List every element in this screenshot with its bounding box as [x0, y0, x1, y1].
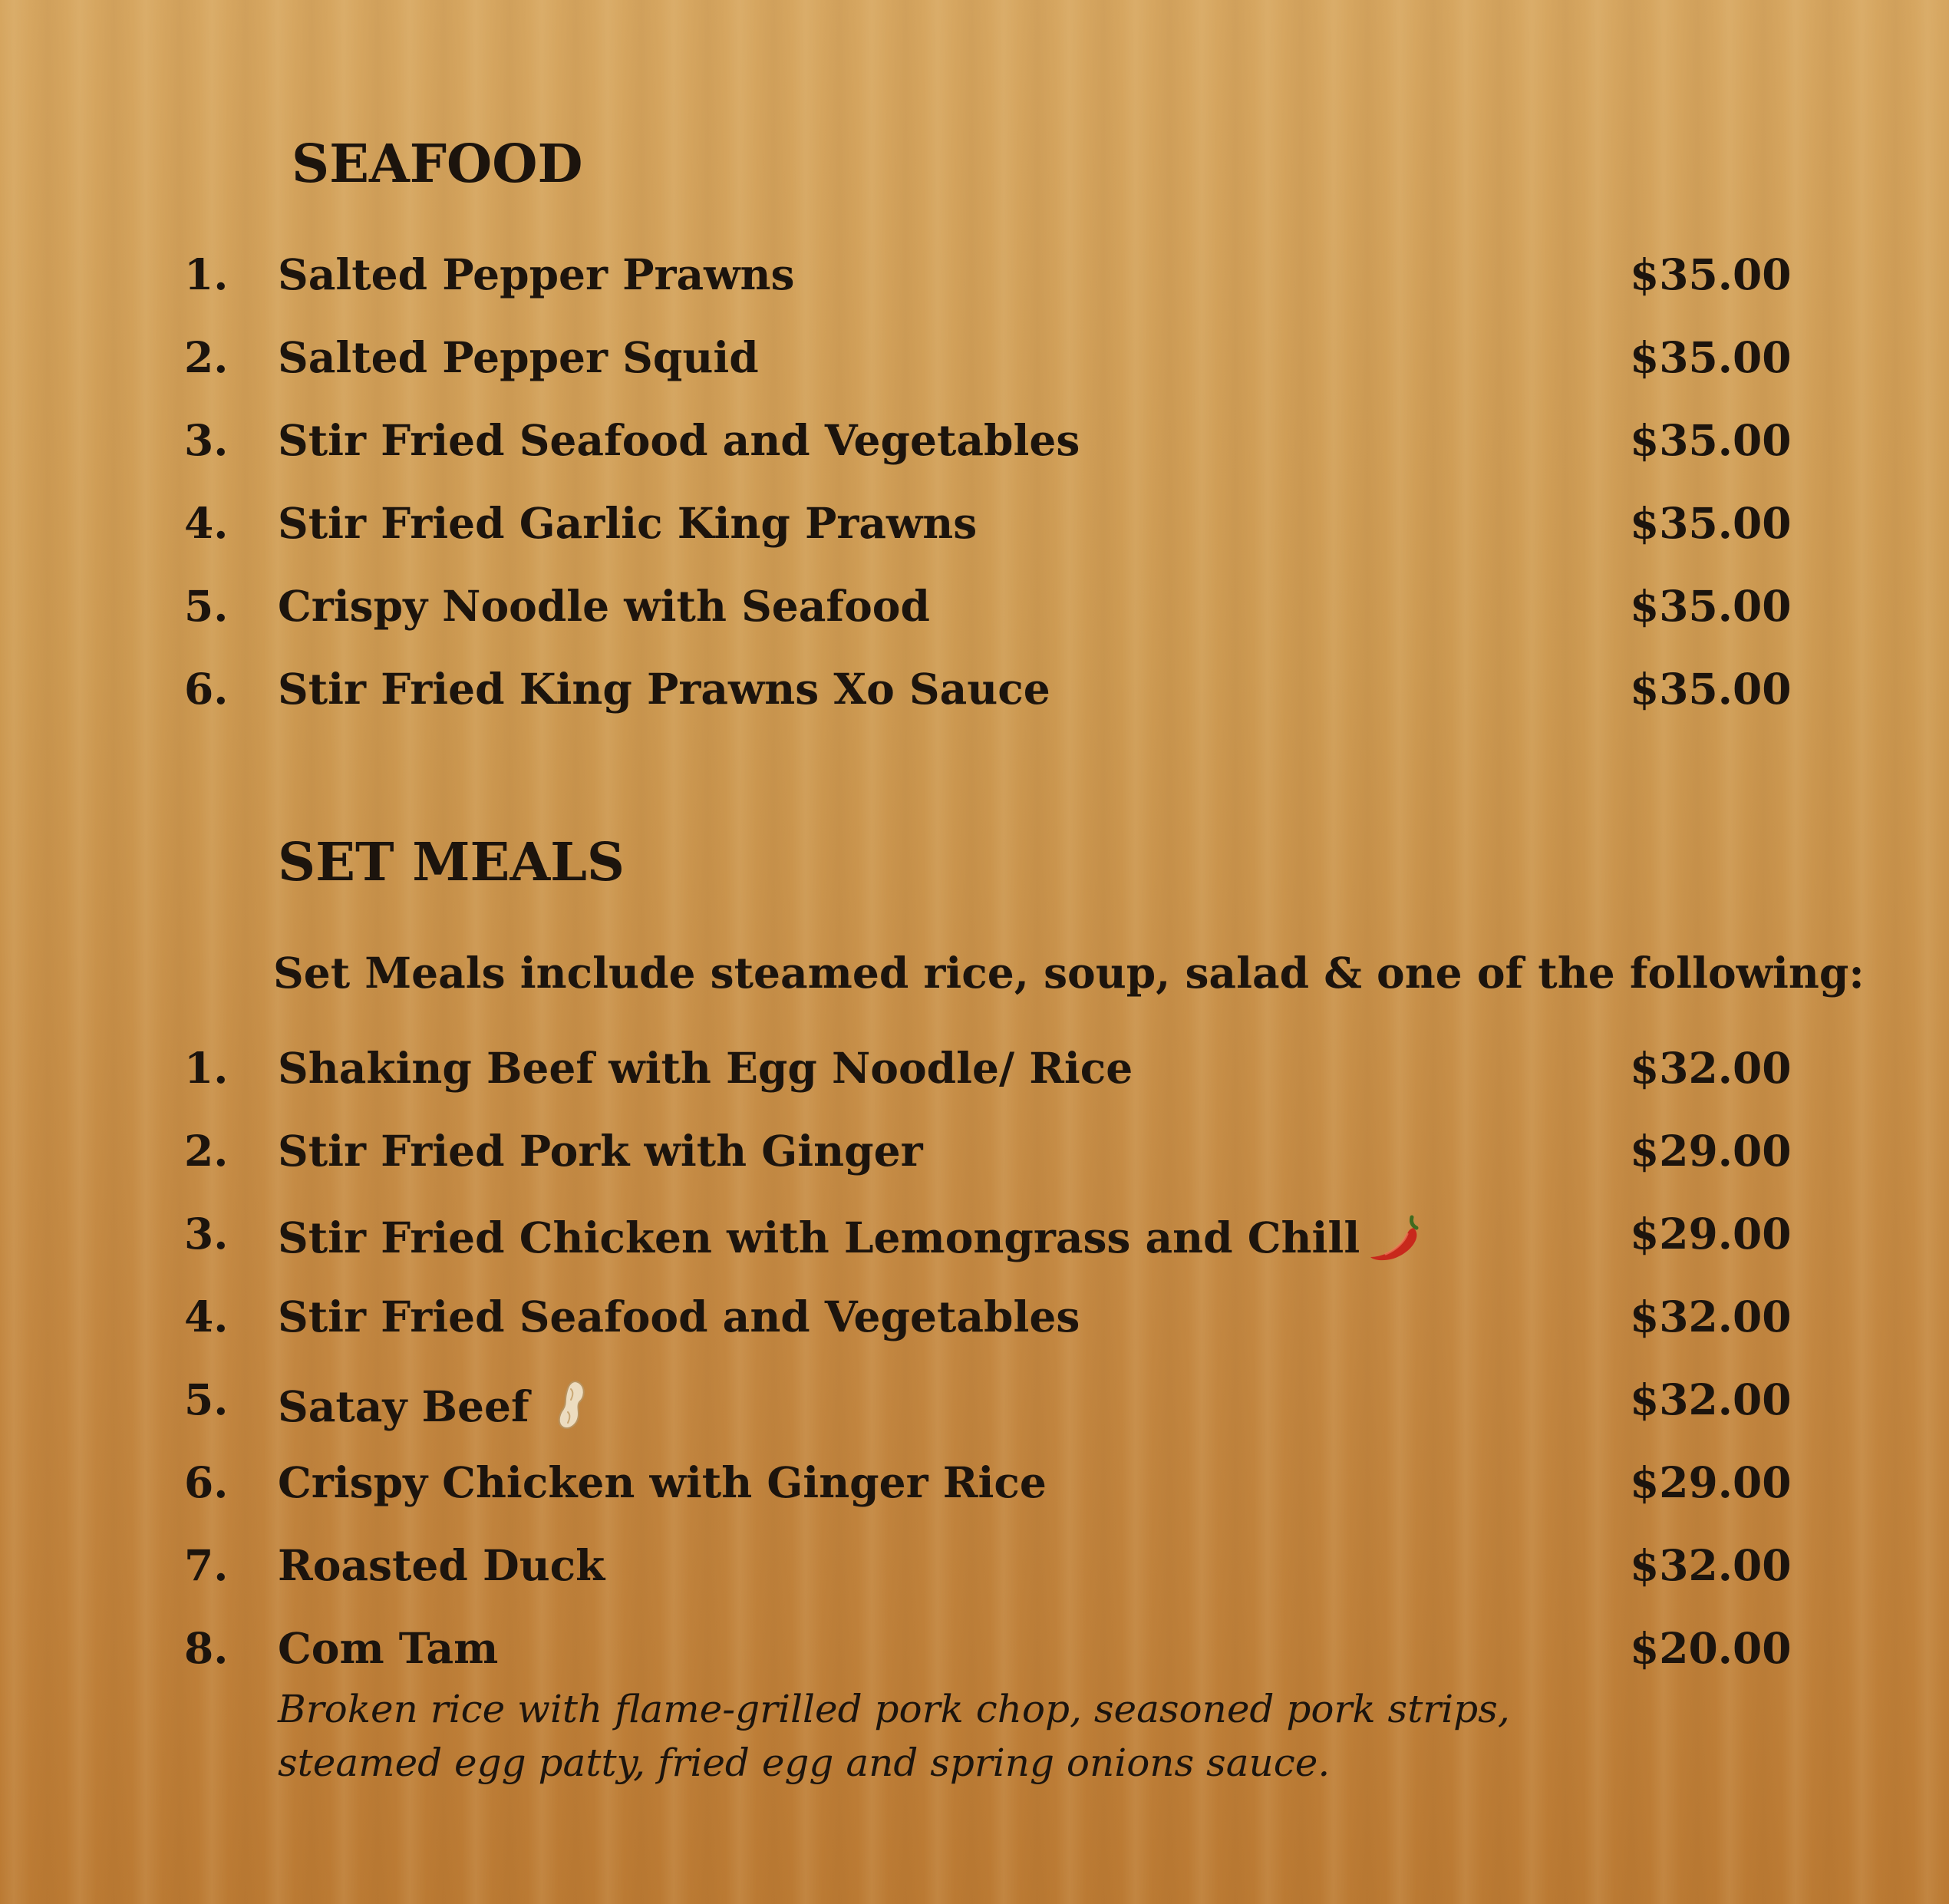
item-name: Stir Fried Seafood and Vegetables [278, 1292, 1080, 1341]
item-price: $29.00 [1630, 1209, 1792, 1259]
item-number: 1. [184, 249, 229, 299]
item-name: Shaking Beef with Egg Noodle/ Rice [278, 1043, 1133, 1093]
item-name: Crispy Noodle with Seafood [278, 581, 930, 631]
item-name: Stir Fried King Prawns Xo Sauce [278, 664, 1050, 714]
menu-item [0, 1623, 1949, 1785]
set-meals-title: SET MEALS [278, 832, 625, 893]
item-price: $35.00 [1630, 415, 1792, 465]
item-price: $32.00 [1630, 1540, 1792, 1590]
menu-item [0, 1457, 1949, 1544]
item-price: $35.00 [1630, 664, 1792, 714]
item-number: 2. [184, 1126, 229, 1176]
item-price: $20.00 [1630, 1623, 1792, 1673]
item-name-with-icon [278, 1213, 1424, 1266]
set-meals-list [0, 1043, 1949, 1785]
item-number: 5. [184, 581, 229, 631]
menu-item [0, 332, 1949, 419]
menu-item [0, 1043, 1949, 1130]
menu-item [0, 664, 1949, 751]
item-description: Broken rice with flame-grilled pork chop, seasoned pork strips, steamed egg patty, fried egg and spring onions sauce. [278, 1687, 1510, 1785]
menu-item [0, 581, 1949, 668]
item-name: Crispy Chicken with Ginger Rice [278, 1457, 1047, 1507]
item-name: Salted Pepper Squid [278, 332, 759, 382]
seafood-list [0, 249, 1949, 751]
item-price: $35.00 [1630, 498, 1792, 548]
item-price: $32.00 [1630, 1374, 1792, 1424]
item-number: 5. [184, 1374, 229, 1424]
item-name: Stir Fried Pork with Ginger [278, 1126, 923, 1176]
item-price: $32.00 [1630, 1292, 1792, 1341]
item-number: 6. [184, 1457, 229, 1507]
item-name: Satay Beef [278, 1381, 529, 1431]
item-number: 6. [184, 664, 229, 714]
menu-item [0, 1374, 1949, 1461]
menu-item [0, 249, 1949, 336]
item-name: Stir Fried Chicken with Lemongrass and Chill [278, 1213, 1360, 1262]
item-price: $35.00 [1630, 332, 1792, 382]
set-meals-intro: Set Meals include steamed rice, soup, salad & one of the following: [273, 948, 1865, 998]
item-name: Com Tam [278, 1623, 499, 1673]
menu-item [0, 1540, 1949, 1627]
item-number: 3. [184, 415, 229, 465]
item-name-with-icon [278, 1378, 594, 1432]
item-price: $35.00 [1630, 249, 1792, 299]
item-name: Stir Fried Garlic King Prawns [278, 498, 978, 548]
item-number: 8. [184, 1623, 229, 1673]
item-number: 4. [184, 1292, 229, 1341]
item-number: 7. [184, 1540, 229, 1590]
item-price: $29.00 [1630, 1126, 1792, 1176]
seafood-title: SEAFOOD [292, 134, 583, 195]
item-price: $29.00 [1630, 1457, 1792, 1507]
item-number: 1. [184, 1043, 229, 1093]
item-number: 4. [184, 498, 229, 548]
item-price: $32.00 [1630, 1043, 1792, 1093]
peanut-icon [552, 1378, 594, 1432]
chili-icon [1367, 1213, 1424, 1266]
item-name: Roasted Duck [278, 1540, 605, 1590]
menu-item [0, 1209, 1949, 1295]
item-name: Salted Pepper Prawns [278, 249, 795, 299]
item-price: $35.00 [1630, 581, 1792, 631]
item-number: 3. [184, 1209, 229, 1259]
menu-item [0, 1126, 1949, 1213]
menu-item [0, 498, 1949, 585]
item-number: 2. [184, 332, 229, 382]
menu-item [0, 415, 1949, 502]
item-name: Stir Fried Seafood and Vegetables [278, 415, 1080, 465]
menu-item [0, 1292, 1949, 1378]
